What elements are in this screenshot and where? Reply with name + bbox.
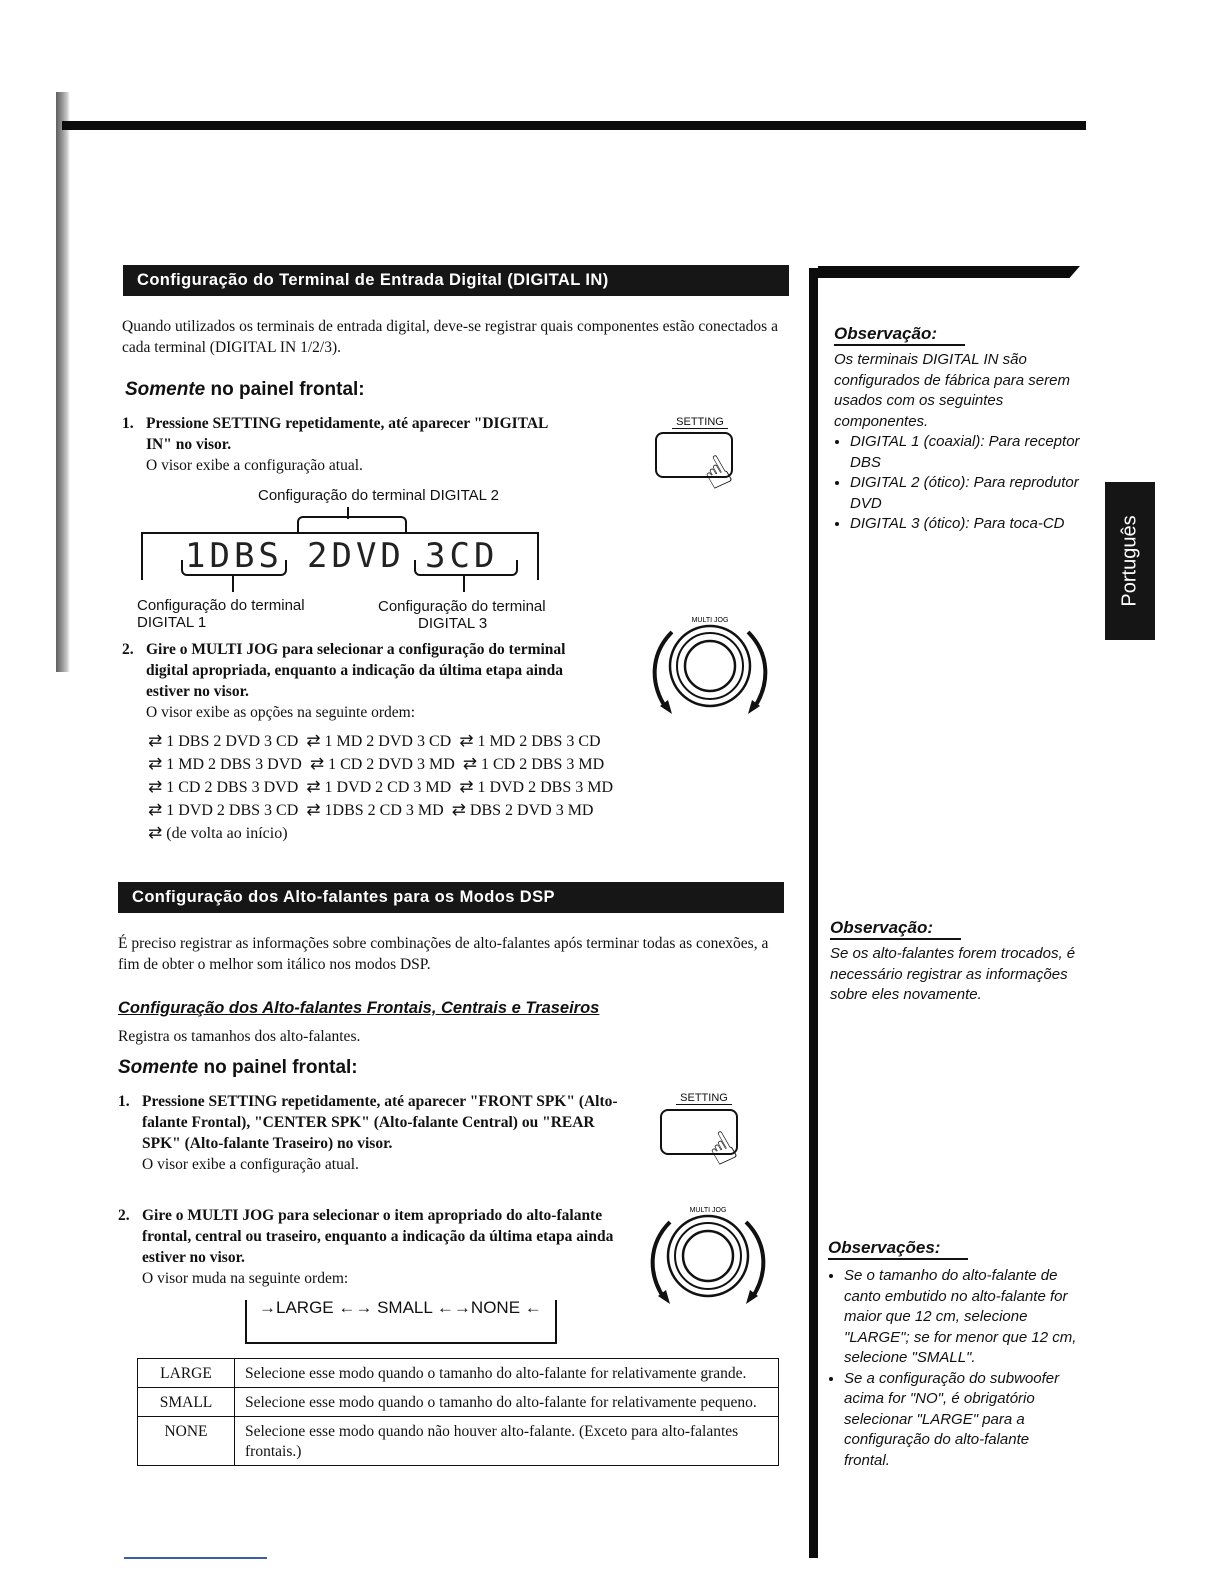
language-tab [1105,482,1155,640]
order-row [144,730,613,753]
section1-step2 [122,639,592,723]
swap-arrow-icon: ⇄ [462,754,477,774]
caption-left-line1: Configuração do terminal [137,597,305,614]
order-item: 1 DVD 2 DBS 3 CD [166,802,299,819]
step-result: O visor exibe a configuração atual. [142,1156,359,1173]
bracket-1-tick [232,576,234,592]
pointing-hand-icon: ☝ [693,444,740,501]
display-segment-3: 3CD [425,536,499,576]
setting-label-text: SETTING [676,1092,732,1105]
caption-left-line2: DIGITAL 1 [137,614,207,631]
multi-jog-dial-icon [634,1200,782,1310]
note-body: Se os alto-falantes forem trocados, é necessário registrar as informações sobre eles novamente. [830,945,1076,1003]
section1-step1 [122,413,562,476]
note-digital-in [834,324,1084,535]
section1-panel-heading [125,379,365,401]
list-item: • DIGITAL 1 (coaxial): Para receptor DBS [850,432,1084,473]
setting-label [652,416,748,428]
note-list [834,432,1084,535]
display-caption-left [137,597,305,631]
mode-description: Selecione esse modo quando o tamanho do alto-falante for relativamente grande. [235,1359,779,1388]
table-row [138,1359,779,1388]
setting-label [656,1092,752,1104]
section2-panel-heading [118,1057,358,1079]
multijog-label: MULTI JOG [691,617,729,624]
mode-key: SMALL [138,1388,235,1417]
swap-arrow-icon: ⇄ [306,800,321,820]
note-list [828,1266,1078,1471]
step-number: 2. [118,1207,130,1224]
step-result: O visor exibe a configuração atual. [146,457,363,474]
swap-arrow-icon: ⇄ [459,777,474,797]
order-item: 1 CD 2 DVD 3 MD [328,756,455,773]
order-item: 1 MD 2 DBS 3 CD [477,733,601,750]
order-item: DBS 2 DVD 3 MD [469,802,594,819]
panel-heading-rest: no painel frontal: [205,379,365,400]
list-item: • Se o tamanho do alto-falante de canto embutido no alto-falante for maior que 12 cm, selecione "LARGE"; se for menor que 12 cm, selecione "SMALL". [844,1266,1078,1369]
order-item: 1 CD 2 DBS 3 MD [481,756,605,773]
order-row [144,822,613,845]
sidebar-top-rule [818,266,1080,278]
display-caption-right [378,598,546,632]
step-number: 1. [118,1093,130,1110]
mode-key: LARGE [138,1359,235,1388]
swap-arrow-icon: ⇄ [459,731,474,751]
list-item: • DIGITAL 3 (ótico): Para toca-CD [850,514,1084,535]
table-row [138,1417,779,1466]
swap-arrow-icon: ⇄ [306,731,321,751]
display-caption-top: Configuração do terminal DIGITAL 2 [258,487,499,504]
order-item: 1 MD 2 DVD 3 CD [324,733,452,750]
step-instruction: Pressione SETTING repetidamente, até aparecer "DIGITAL IN" no visor. [146,415,548,453]
swap-arrow-icon: ⇄ [148,800,163,820]
caption-right-line1: Configuração do terminal [378,598,546,615]
order-row [144,799,613,822]
sequence-text: →LARGE ←→ SMALL ←→NONE ← [259,1298,542,1317]
step-instruction: Gire o MULTI JOG para selecionar o item apropriado do alto-falante frontal, central ou traseiro, enquanto a indicação da última etapa ainda estiver no visor. [142,1207,614,1266]
mode-key: NONE [138,1417,235,1466]
order-row [144,776,613,799]
speaker-size-sequence [245,1300,557,1344]
order-item: 1DBS 2 CD 3 MD [324,802,444,819]
swap-arrow-icon: ⇄ [148,823,163,843]
section2-intro: É preciso registrar as informações sobre combinações de alto-falantes após terminar todas as conexões, a fim de obter o melhor som itálico nos modos DSP. [118,935,769,973]
order-item: 1 DBS 2 DVD 3 CD [166,733,299,750]
swap-arrow-icon: ⇄ [148,731,163,751]
step-number: 1. [122,415,134,432]
note-title: Observação: [834,324,965,346]
note-speakers-changed [830,918,1080,1006]
options-order-list [144,730,613,845]
panel-heading-emphasis: Somente [125,379,206,400]
step-result: O visor muda na seguinte ordem: [142,1270,349,1287]
bracket-digital-2 [297,516,407,532]
multijog-label: MULTI JOG [689,1207,727,1214]
bracket-digital-1 [181,560,287,576]
section1-intro: Quando utilizados os terminais de entrada digital, deve-se registrar quais componentes estão conectados a cada terminal (DIGITAL IN 1/2/3). [122,318,778,356]
pointing-hand-icon: ☝ [698,1120,745,1177]
section2-step2 [118,1205,618,1289]
section2-step1 [118,1091,628,1175]
speaker-config-heading: Configuração dos Alto-falantes Frontais, Centrais e Traseiros [118,999,600,1017]
order-item: 1 DVD 2 DBS 3 MD [477,779,614,796]
step-result: O visor exibe as opções na seguinte ordem: [146,704,416,721]
order-item: (de volta ao início) [166,825,288,842]
speaker-config-subtitle: Registra os tamanhos dos alto-falantes. [118,1028,361,1045]
mode-description: Selecione esse modo quando o tamanho do alto-falante for relativamente pequeno. [235,1388,779,1417]
swap-arrow-icon: ⇄ [148,777,163,797]
list-item: • DIGITAL 2 (ótico): Para reprodutor DVD [850,473,1084,514]
order-row [144,753,613,776]
swap-arrow-icon: ⇄ [306,777,321,797]
note-title: Observações: [828,1238,968,1260]
panel-heading-emphasis: Somente [118,1057,199,1078]
note-speaker-size [828,1238,1078,1471]
caption-right-line2: DIGITAL 3 [418,615,488,632]
multi-jog-dial-icon [636,610,784,720]
section2-heading: Configuração dos Alto-falantes para os Modos DSP [118,882,784,913]
note-text: Os terminais DIGITAL IN são configurados de fábrica para serem usados com os seguintes componentes. [834,351,1070,430]
list-item: • Se a configuração do subwoofer acima for "NO", é obrigatório selecionar "LARGE" para a configuração do alto-falante frontal. [844,1369,1078,1472]
sidebar-divider [809,268,818,1558]
display-segment-2: 2DVD [307,536,405,576]
note-body [828,1266,1078,1471]
step-number: 2. [122,641,134,658]
step-instruction: Gire o MULTI JOG para selecionar a configuração do terminal digital apropriada, enquanto a indicação da última etapa ainda estiver no visor. [146,641,566,700]
step-instruction: Pressione SETTING repetidamente, até aparecer "FRONT SPK" (Alto-falante Frontal), "CENTER SPK" (Alto-falante Central) ou "REAR SPK" (Alto-falante Traseiro) no visor. [142,1093,618,1152]
mode-description: Selecione esse modo quando não houver alto-falante. (Exceto para alto-falantes frontais.) [235,1417,779,1466]
note-body [834,350,1084,535]
order-item: 1 CD 2 DBS 3 DVD [166,779,299,796]
setting-label-text: SETTING [672,416,728,429]
scan-edge [56,92,70,672]
table-row [138,1388,779,1417]
section1-heading: Configuração do Terminal de Entrada Digital (DIGITAL IN) [123,265,789,296]
note-title: Observação: [830,918,961,940]
bracket-3-tick [463,576,465,592]
swap-arrow-icon: ⇄ [309,754,325,774]
swap-arrow-icon: ⇄ [148,754,163,774]
swap-arrow-icon: ⇄ [451,800,466,820]
top-rule [62,121,1086,130]
panel-heading-rest: no painel frontal: [198,1057,358,1078]
order-item: 1 MD 2 DBS 3 DVD [166,756,302,773]
language-tab-label: Português [1118,515,1141,607]
order-item: 1 DVD 2 CD 3 MD [324,779,452,796]
display-segment-1: 1DBS [185,536,283,576]
bracket-digital-3 [414,560,518,576]
speaker-mode-table [137,1358,779,1466]
footer-rule [124,1557,267,1559]
